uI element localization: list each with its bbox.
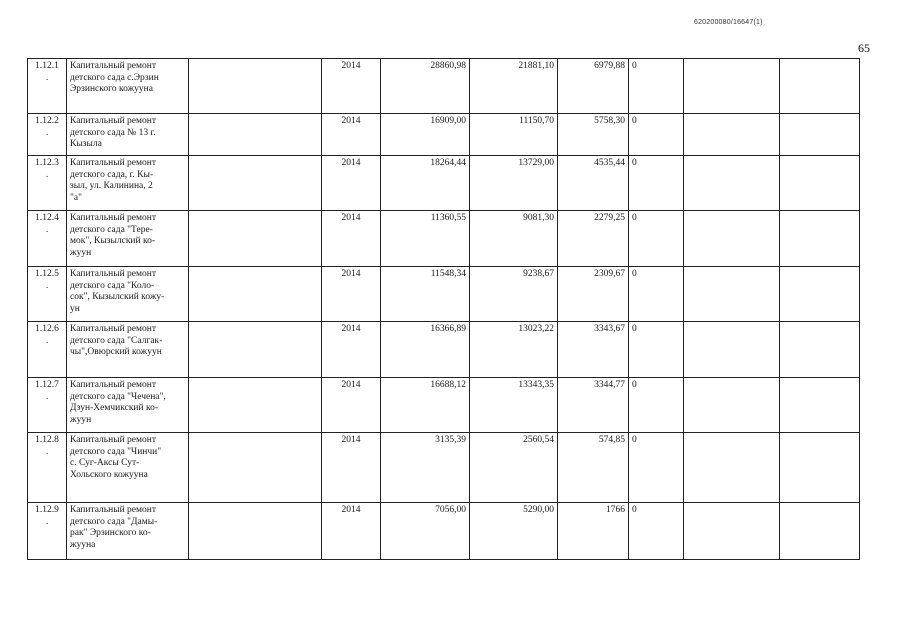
empty-cell	[189, 156, 322, 211]
row-number: 1.12.9 .	[28, 503, 67, 560]
row-number: 1.12.8 .	[28, 433, 67, 503]
federal-cell: 13343,35	[470, 378, 558, 433]
table-row	[28, 114, 860, 156]
year-cell: 2014	[322, 503, 381, 560]
empty-cell	[780, 378, 860, 433]
empty-cell	[780, 59, 860, 114]
year-cell: 2014	[322, 211, 381, 267]
total-cell: 16366,89	[381, 322, 470, 378]
empty-cell	[189, 267, 322, 322]
total-cell: 7056,00	[381, 503, 470, 560]
federal-cell: 21881,10	[470, 59, 558, 114]
federal-cell: 5290,00	[470, 503, 558, 560]
empty-cell	[780, 322, 860, 378]
year-cell: 2014	[322, 114, 381, 156]
page-number: 65	[858, 41, 870, 55]
empty-cell	[189, 322, 322, 378]
total-cell: 18264,44	[381, 156, 470, 211]
year-cell: 2014	[322, 433, 381, 503]
row-number: 1.12.7 .	[28, 378, 67, 433]
empty-cell	[684, 503, 780, 560]
total-cell: 11548,34	[381, 267, 470, 322]
federal-cell: 9238,67	[470, 267, 558, 322]
year-cell: 2014	[322, 156, 381, 211]
object-name: Капитальный ремонт детского сада "Тере- мок", Кызылский ко- жуун	[67, 211, 189, 267]
row-number: 1.12.6 .	[28, 322, 67, 378]
total-cell: 3135,39	[381, 433, 470, 503]
regional-cell: 3344,77	[558, 378, 629, 433]
other-cell: 0	[629, 378, 684, 433]
total-cell: 16909,00	[381, 114, 470, 156]
table-row	[28, 156, 860, 211]
object-name: Капитальный ремонт детского сада "Салгак- чы",Овюрский кожуун	[67, 322, 189, 378]
empty-cell	[684, 267, 780, 322]
empty-cell	[189, 503, 322, 560]
other-cell: 0	[629, 503, 684, 560]
federal-cell: 2560,54	[470, 433, 558, 503]
table-row	[28, 433, 860, 503]
regional-cell: 6979,88	[558, 59, 629, 114]
empty-cell	[189, 378, 322, 433]
regional-cell: 3343,67	[558, 322, 629, 378]
object-name: Капитальный ремонт детского сада "Коло- сок", Кызылский кожу- ун	[67, 267, 189, 322]
total-cell: 16688,12	[381, 378, 470, 433]
object-name: Капитальный ремонт детского сада "Чечена", Дзун-Хемчикский ко- жуун	[67, 378, 189, 433]
empty-cell	[189, 114, 322, 156]
table-row	[28, 322, 860, 378]
document-id: 620200080/16647(1)	[694, 19, 763, 26]
row-number: 1.12.3 .	[28, 156, 67, 211]
federal-cell: 13023,22	[470, 322, 558, 378]
empty-cell	[780, 267, 860, 322]
year-cell: 2014	[322, 267, 381, 322]
empty-cell	[189, 433, 322, 503]
row-number: 1.12.2 .	[28, 114, 67, 156]
year-cell: 2014	[322, 322, 381, 378]
other-cell: 0	[629, 114, 684, 156]
total-cell: 28860,98	[381, 59, 470, 114]
row-number: 1.12.5 .	[28, 267, 67, 322]
regional-cell: 4535,44	[558, 156, 629, 211]
empty-cell	[684, 211, 780, 267]
object-name: Капитальный ремонт детского сада, г. Кы- зыл, ул. Калинина, 2 "а"	[67, 156, 189, 211]
empty-cell	[684, 59, 780, 114]
total-cell: 11360,55	[381, 211, 470, 267]
other-cell: 0	[629, 267, 684, 322]
other-cell: 0	[629, 59, 684, 114]
row-number: 1.12.1 .	[28, 59, 67, 114]
other-cell: 0	[629, 211, 684, 267]
table-row	[28, 503, 860, 560]
regional-cell: 1766	[558, 503, 629, 560]
other-cell: 0	[629, 433, 684, 503]
object-name: Капитальный ремонт детского сада "Чинчи" с. Суг-Аксы Сут- Хольского кожууна	[67, 433, 189, 503]
federal-cell: 13729,00	[470, 156, 558, 211]
table-row	[28, 211, 860, 267]
table-row	[28, 59, 860, 114]
empty-cell	[684, 114, 780, 156]
other-cell: 0	[629, 156, 684, 211]
program-table	[27, 58, 860, 560]
federal-cell: 9081,30	[470, 211, 558, 267]
row-number: 1.12.4 .	[28, 211, 67, 267]
other-cell: 0	[629, 322, 684, 378]
empty-cell	[780, 211, 860, 267]
regional-cell: 2309,67	[558, 267, 629, 322]
empty-cell	[189, 211, 322, 267]
empty-cell	[780, 503, 860, 560]
empty-cell	[684, 378, 780, 433]
regional-cell: 574,85	[558, 433, 629, 503]
empty-cell	[780, 433, 860, 503]
object-name: Капитальный ремонт детского сада с.Эрзин Эрзинского кожууна	[67, 59, 189, 114]
federal-cell: 11150,70	[470, 114, 558, 156]
empty-cell	[684, 433, 780, 503]
empty-cell	[780, 114, 860, 156]
object-name: Капитальный ремонт детского сада № 13 г. Кызыла	[67, 114, 189, 156]
year-cell: 2014	[322, 378, 381, 433]
regional-cell: 5758,30	[558, 114, 629, 156]
empty-cell	[684, 322, 780, 378]
regional-cell: 2279,25	[558, 211, 629, 267]
year-cell: 2014	[322, 59, 381, 114]
empty-cell	[780, 156, 860, 211]
table-row	[28, 267, 860, 322]
object-name: Капитальный ремонт детского сада "Дамы- рак" Эрзинского ко- жууна	[67, 503, 189, 560]
empty-cell	[189, 59, 322, 114]
empty-cell	[684, 156, 780, 211]
table-row	[28, 378, 860, 433]
